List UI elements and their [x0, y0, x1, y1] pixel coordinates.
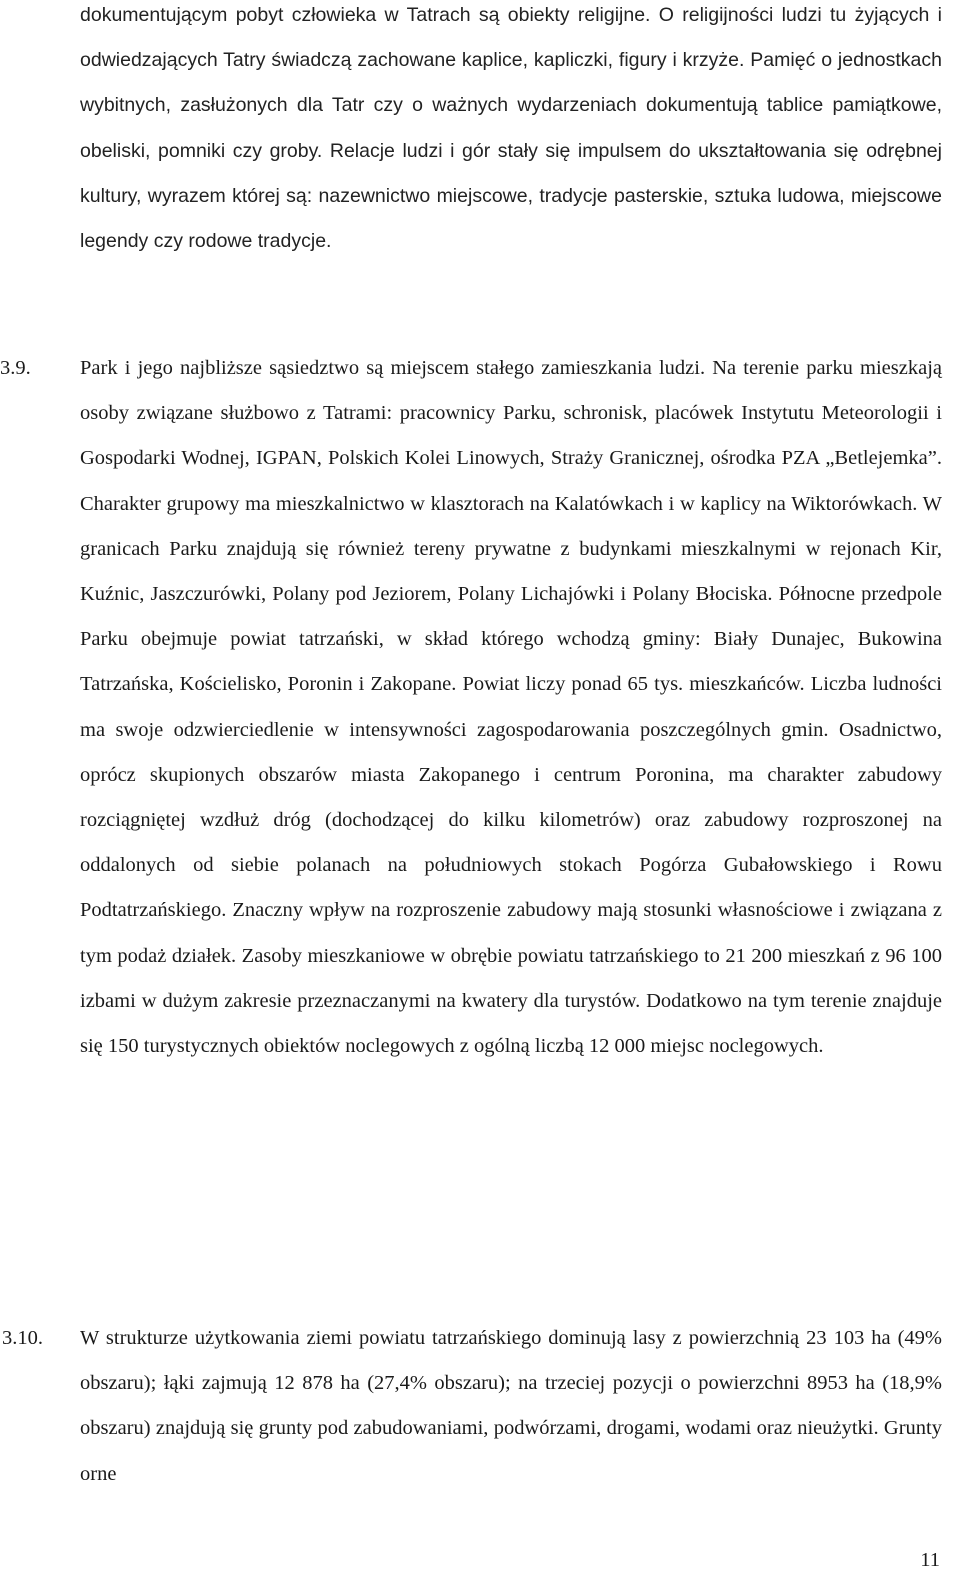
section-number-3-10: 3.10. — [2, 1327, 43, 1349]
section-3-9-paragraph: Park i jego najbliższe sąsiedztwo są miejscem stałego zamieszkania ludzi. Na terenie parku mieszkają osoby związane służbowo z Tatrami: pracownicy Parku, schronisk, placówek Instytutu Meteorologii i Gospodarki Wodnej, IGPAN, Polskich Kolei Linowych, Straży Granicznej, ośrodka PZA „Betlejemka”. Charakter grupowy ma mieszkalnictwo w klasztorach na Kalatówkach i w kaplicy na Wiktorówkach. W granicach Parku znajdują się również tereny prywatne z budynkami mieszkalnymi w rejonach Kir, Kuźnic, Jaszczurówki, Polany pod Jeziorem, Polany Lichajówki i Polany Błociska. Północne przedpole Parku obejmuje powiat tatrzański, w skład którego wchodzą gminy: Biały Dunajec, Bukowina Tatrzańska, Kościelisko, Poronin i Zakopane. Powiat liczy ponad 65 tys. mieszkańców. Liczba ludności ma swoje odzwierciedlenie w intensywności zagospodarowania poszczególnych gmin. Osadnictwo, oprócz skupionych obszarów miasta Zakopanego i centrum Poronina, ma charakter zabudowy rozciągniętej wzdłuż dróg (dochodzącej do kilku kilometrów) oraz zabudowy rozproszonej na oddalonych od siebie polanach na południowych stokach Pogórza Gubałowskiego i Rowu Podtatrzańskiego. Znaczny wpływ na rozproszenie zabudowy mają stosunki własnościowe i związana z tym podaż działek. Zasoby mieszkaniowe w obrębie powiatu tatrzańskiego to 21 200 mieszkań z 96 100 izbami w dużym zakresie przeznaczanymi na kwatery dla turystów. Dodatkowo na tym terenie znajduje się 150 turystycznych obiektów noclegowych z ogólną liczbą 12 000 miejsc noclegowych. — [80, 357, 942, 1058]
page-number: 11 — [920, 1549, 940, 1571]
section-number-3-9: 3.9. — [0, 357, 31, 379]
intro-paragraph: dokumentującym pobyt człowieka w Tatrach są obiekty religijne. O religijności ludzi tu żyjących i odwiedzających Tatry świadczą zachowane kaplice, kapliczki, figury i krzyże. Pamięć o jednostkach wybitnych, zasłużonych dla Tatr czy o ważnych wydarzeniach dokumentują tablice pamiątkowe, obeliski, pomniki czy groby. Relacje ludzi i gór stały się impulsem do ukształtowania się odrębnej kultury, wyrazem której są: nazewnictwo miejscowe, tradycje pasterskie, sztuka ludowa, miejscowe legendy czy rodowe tradycje. — [80, 4, 942, 253]
section-3-10-paragraph: W strukturze użytkowania ziemi powiatu tatrzańskiego dominują lasy z powierzchnią 23 103 ha (49% obszaru); łąki zajmują 12 878 ha (27,4% obszaru); na trzeciej pozycji o powierzchni 8953 ha (18,9% obszaru) znajdują się grunty pod zabudowaniami, podwórzami, drogami, wodami oraz nieużytki. Grunty orne — [80, 1327, 942, 1485]
